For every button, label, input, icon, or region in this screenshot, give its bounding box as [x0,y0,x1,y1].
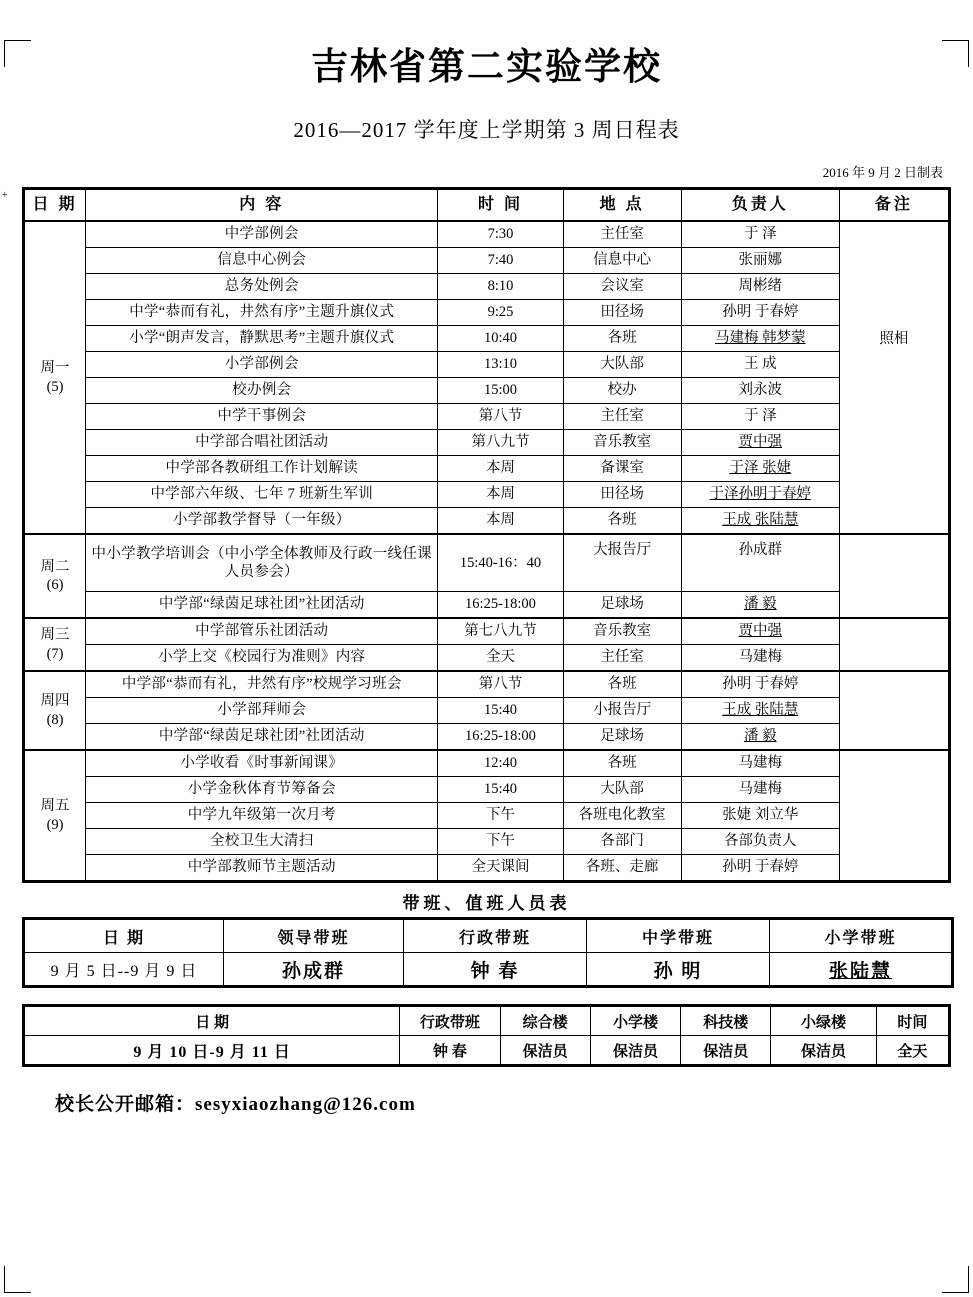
cell-content: 总务处例会 [86,274,438,300]
cell-place: 各部门 [563,829,681,855]
schedule-table-wrapper [22,187,951,883]
cell-time: 16:25-18:00 [438,592,563,619]
table-row [24,378,950,404]
cell-time: 7:30 [438,221,563,248]
cell-owner: 张婕 刘立华 [681,803,839,829]
edge-tick-mark: + [2,190,8,201]
footer-email-label: 校长公开邮箱： [55,1094,196,1115]
cell-time: 15:40 [438,777,563,803]
table-row [24,750,950,777]
cell-place: 足球场 [563,592,681,619]
cell-time: 15:40 [438,698,563,724]
cell-place: 大队部 [563,777,681,803]
table-row [24,829,950,855]
cleaning-time-value: 全天 [876,1036,949,1066]
duty-table [22,917,954,988]
cell-time: 本周 [438,482,563,508]
cleaning-col-primary-building: 小学楼 [590,1006,680,1036]
cell-time: 全天课间 [438,855,563,882]
cell-time: 15:00 [438,378,563,404]
cleaning-primary-building-value: 保洁员 [590,1036,680,1066]
cell-time: 第八节 [438,671,563,698]
cell-place: 音乐教室 [563,618,681,645]
cell-owner: 王成 张陆慧 [681,698,839,724]
cell-owner: 张丽娜 [681,248,839,274]
day-cell-monday: 周一 (5) [24,221,86,534]
cell-content: 小学部拜师会 [86,698,438,724]
cell-place: 大报告厅 [563,534,681,592]
cell-place: 信息中心 [563,248,681,274]
day-cell-wednesday: 周三 (7) [24,618,86,671]
cell-place: 会议室 [563,274,681,300]
cell-content: 中学部“绿茵足球社团”社团活动 [86,592,438,619]
cell-owner: 马建梅 [681,777,839,803]
cell-owner: 潘 毅 [681,592,839,619]
cleaning-col-date: 日 期 [24,1006,400,1036]
cell-owner: 孙明 于春婷 [681,300,839,326]
duty-col-date: 日 期 [24,919,224,953]
cell-time: 7:40 [438,248,563,274]
cell-time: 本周 [438,508,563,535]
table-row [24,430,950,456]
cell-owner: 王 成 [681,352,839,378]
cleaning-col-tech-building: 科技楼 [681,1006,771,1036]
cell-place: 小报告厅 [563,698,681,724]
col-header-content: 内 容 [86,189,438,222]
cell-owner: 潘 毅 [681,724,839,751]
table-row [24,534,950,592]
cell-time: 第八节 [438,404,563,430]
table-row [24,300,950,326]
cell-content: 中学部管乐社团活动 [86,618,438,645]
cell-place: 主任室 [563,221,681,248]
cell-content: 小学金秋体育节筹备会 [86,777,438,803]
cell-place: 各班 [563,326,681,352]
cell-owner: 于泽孙明于春婷 [681,482,839,508]
cell-owner: 于 泽 [681,221,839,248]
cell-time: 下午 [438,829,563,855]
col-header-owner: 负责人 [681,189,839,222]
cell-owner: 周彬绪 [681,274,839,300]
table-row [24,508,950,535]
table-row [24,592,950,619]
cleaning-admin-value: 钟 春 [400,1036,500,1066]
cell-time: 16:25-18:00 [438,724,563,751]
table-row [24,352,950,378]
cell-owner: 马建梅 [681,645,839,672]
schedule-header-row [24,189,950,222]
duty-value-row [24,953,953,987]
cell-time: 第八九节 [438,430,563,456]
cleaning-col-green-building: 小绿楼 [771,1006,876,1036]
cell-place: 主任室 [563,404,681,430]
made-on-date: 2016 年 9 月 2 日制表 [822,165,943,180]
table-row [24,326,950,352]
footer-email-address: sesyxiaozhang@126.com [195,1094,416,1115]
cell-place: 各班 [563,671,681,698]
cell-content: 小学“朗声发言，静默思考”主题升旗仪式 [86,326,438,352]
page-subtitle: 2016—2017 学年度上学期第 3 周日程表 [293,118,680,142]
cell-owner: 孙明 于春婷 [681,671,839,698]
cell-place: 各班 [563,750,681,777]
cell-owner: 孙成群 [681,534,839,592]
table-row [24,618,950,645]
table-row [24,803,950,829]
cell-note [839,618,949,671]
cell-place: 田径场 [563,300,681,326]
cell-place: 各班电化教室 [563,803,681,829]
cell-note-photo: 照相 [839,221,949,534]
cell-owner: 马建梅 韩梦蒙 [681,326,839,352]
cell-content: 中学部合唱社团活动 [86,430,438,456]
cell-time: 第七八九节 [438,618,563,645]
cell-place: 备课室 [563,456,681,482]
cell-owner: 孙明 于春婷 [681,855,839,882]
cell-place: 主任室 [563,645,681,672]
cleaning-value-row [24,1036,950,1066]
cleaning-green-building-value: 保洁员 [771,1036,876,1066]
cell-time: 10:40 [438,326,563,352]
duty-middle-value: 孙 明 [587,953,770,987]
cell-content: 中学部各教研组工作计划解读 [86,456,438,482]
cell-content: 中学“恭而有礼，井然有序”主题升旗仪式 [86,300,438,326]
cleaning-tech-building-value: 保洁员 [681,1036,771,1066]
cell-content: 中学部六年级、七年 7 班新生军训 [86,482,438,508]
cleaning-table [22,1004,951,1067]
cell-owner: 王成 张陆慧 [681,508,839,535]
cell-content: 中学九年级第一次月考 [86,803,438,829]
crop-mark-bottom-right [942,1266,969,1293]
duty-header-row [24,919,953,953]
cell-owner: 各部负责人 [681,829,839,855]
cleaning-complex-value: 保洁员 [500,1036,590,1066]
duty-col-leader: 领导带班 [224,919,404,953]
duty-col-middle: 中学带班 [587,919,770,953]
cell-owner: 于 泽 [681,404,839,430]
duty-date-value: 9 月 5 日--9 月 9 日 [24,953,224,987]
day-cell-friday: 周五 (9) [24,750,86,882]
document-page [0,36,973,1297]
cell-content: 中学部“恭而有礼，井然有序”校规学习班会 [86,671,438,698]
cell-note [839,671,949,750]
col-header-note: 备注 [839,189,949,222]
col-header-time: 时 间 [438,189,563,222]
cell-content: 中学部“绿茵足球社团”社团活动 [86,724,438,751]
duty-leader-value: 孙成群 [224,953,404,987]
col-header-date: 日 期 [24,189,86,222]
cleaning-date-value: 9 月 10 日-9 月 11 日 [24,1036,400,1066]
table-row [24,724,950,751]
cell-content: 小学上交《校园行为准则》内容 [86,645,438,672]
cell-owner: 于泽 张婕 [681,456,839,482]
day-cell-thursday: 周四 (8) [24,671,86,750]
cell-time: 13:10 [438,352,563,378]
cell-owner: 贾中强 [681,618,839,645]
table-row [24,404,950,430]
cell-time: 15:40-16：40 [438,534,563,592]
duty-section-title: 带班、值班人员表 [402,894,571,913]
cell-time: 12:40 [438,750,563,777]
cell-place: 足球场 [563,724,681,751]
cell-time: 8:10 [438,274,563,300]
cleaning-col-admin: 行政带班 [400,1006,500,1036]
table-row [24,221,950,248]
day-cell-tuesday: 周二 (6) [24,534,86,618]
cell-place: 各班 [563,508,681,535]
table-row [24,671,950,698]
cleaning-col-complex: 综合楼 [500,1006,590,1036]
cell-note [839,534,949,618]
cell-content: 小学部例会 [86,352,438,378]
cell-content: 小学收看《时事新闻课》 [86,750,438,777]
table-row [24,456,950,482]
cell-time: 本周 [438,456,563,482]
page-title: 吉林省第二实验学校 [311,47,662,88]
cell-owner: 刘永波 [681,378,839,404]
table-row [24,855,950,882]
table-row [24,698,950,724]
duty-admin-value: 钟 春 [404,953,587,987]
cell-content: 全校卫生大清扫 [86,829,438,855]
schedule-table [22,187,951,883]
cell-content: 中学部教师节主题活动 [86,855,438,882]
table-row [24,482,950,508]
table-row [24,274,950,300]
duty-col-admin: 行政带班 [404,919,587,953]
cell-content: 中小学教学培训会（中小学全体教师及行政一线任课人员参会） [86,534,438,592]
cell-content: 中学干事例会 [86,404,438,430]
col-header-place: 地 点 [563,189,681,222]
cell-owner: 贾中强 [681,430,839,456]
footer-email-line [55,1089,973,1116]
cell-content: 小学部教学督导（一年级） [86,508,438,535]
cell-time: 下午 [438,803,563,829]
table-row [24,645,950,672]
crop-mark-top-right [942,40,969,67]
cleaning-col-time: 时间 [876,1006,949,1036]
cell-place: 校办 [563,378,681,404]
cleaning-header-row [24,1006,950,1036]
cell-time: 9:25 [438,300,563,326]
cell-place: 音乐教室 [563,430,681,456]
table-row [24,248,950,274]
cell-owner: 马建梅 [681,750,839,777]
duty-primary-value: 张陆慧 [770,953,953,987]
cell-content: 信息中心例会 [86,248,438,274]
cell-place: 大队部 [563,352,681,378]
cell-place: 各班、走廊 [563,855,681,882]
table-row [24,777,950,803]
crop-mark-top-left [4,40,31,67]
cell-content: 中学部例会 [86,221,438,248]
cell-note [839,750,949,882]
duty-col-primary: 小学带班 [770,919,953,953]
cell-time: 全天 [438,645,563,672]
cell-content: 校办例会 [86,378,438,404]
cell-place: 田径场 [563,482,681,508]
crop-mark-bottom-left [4,1266,31,1293]
